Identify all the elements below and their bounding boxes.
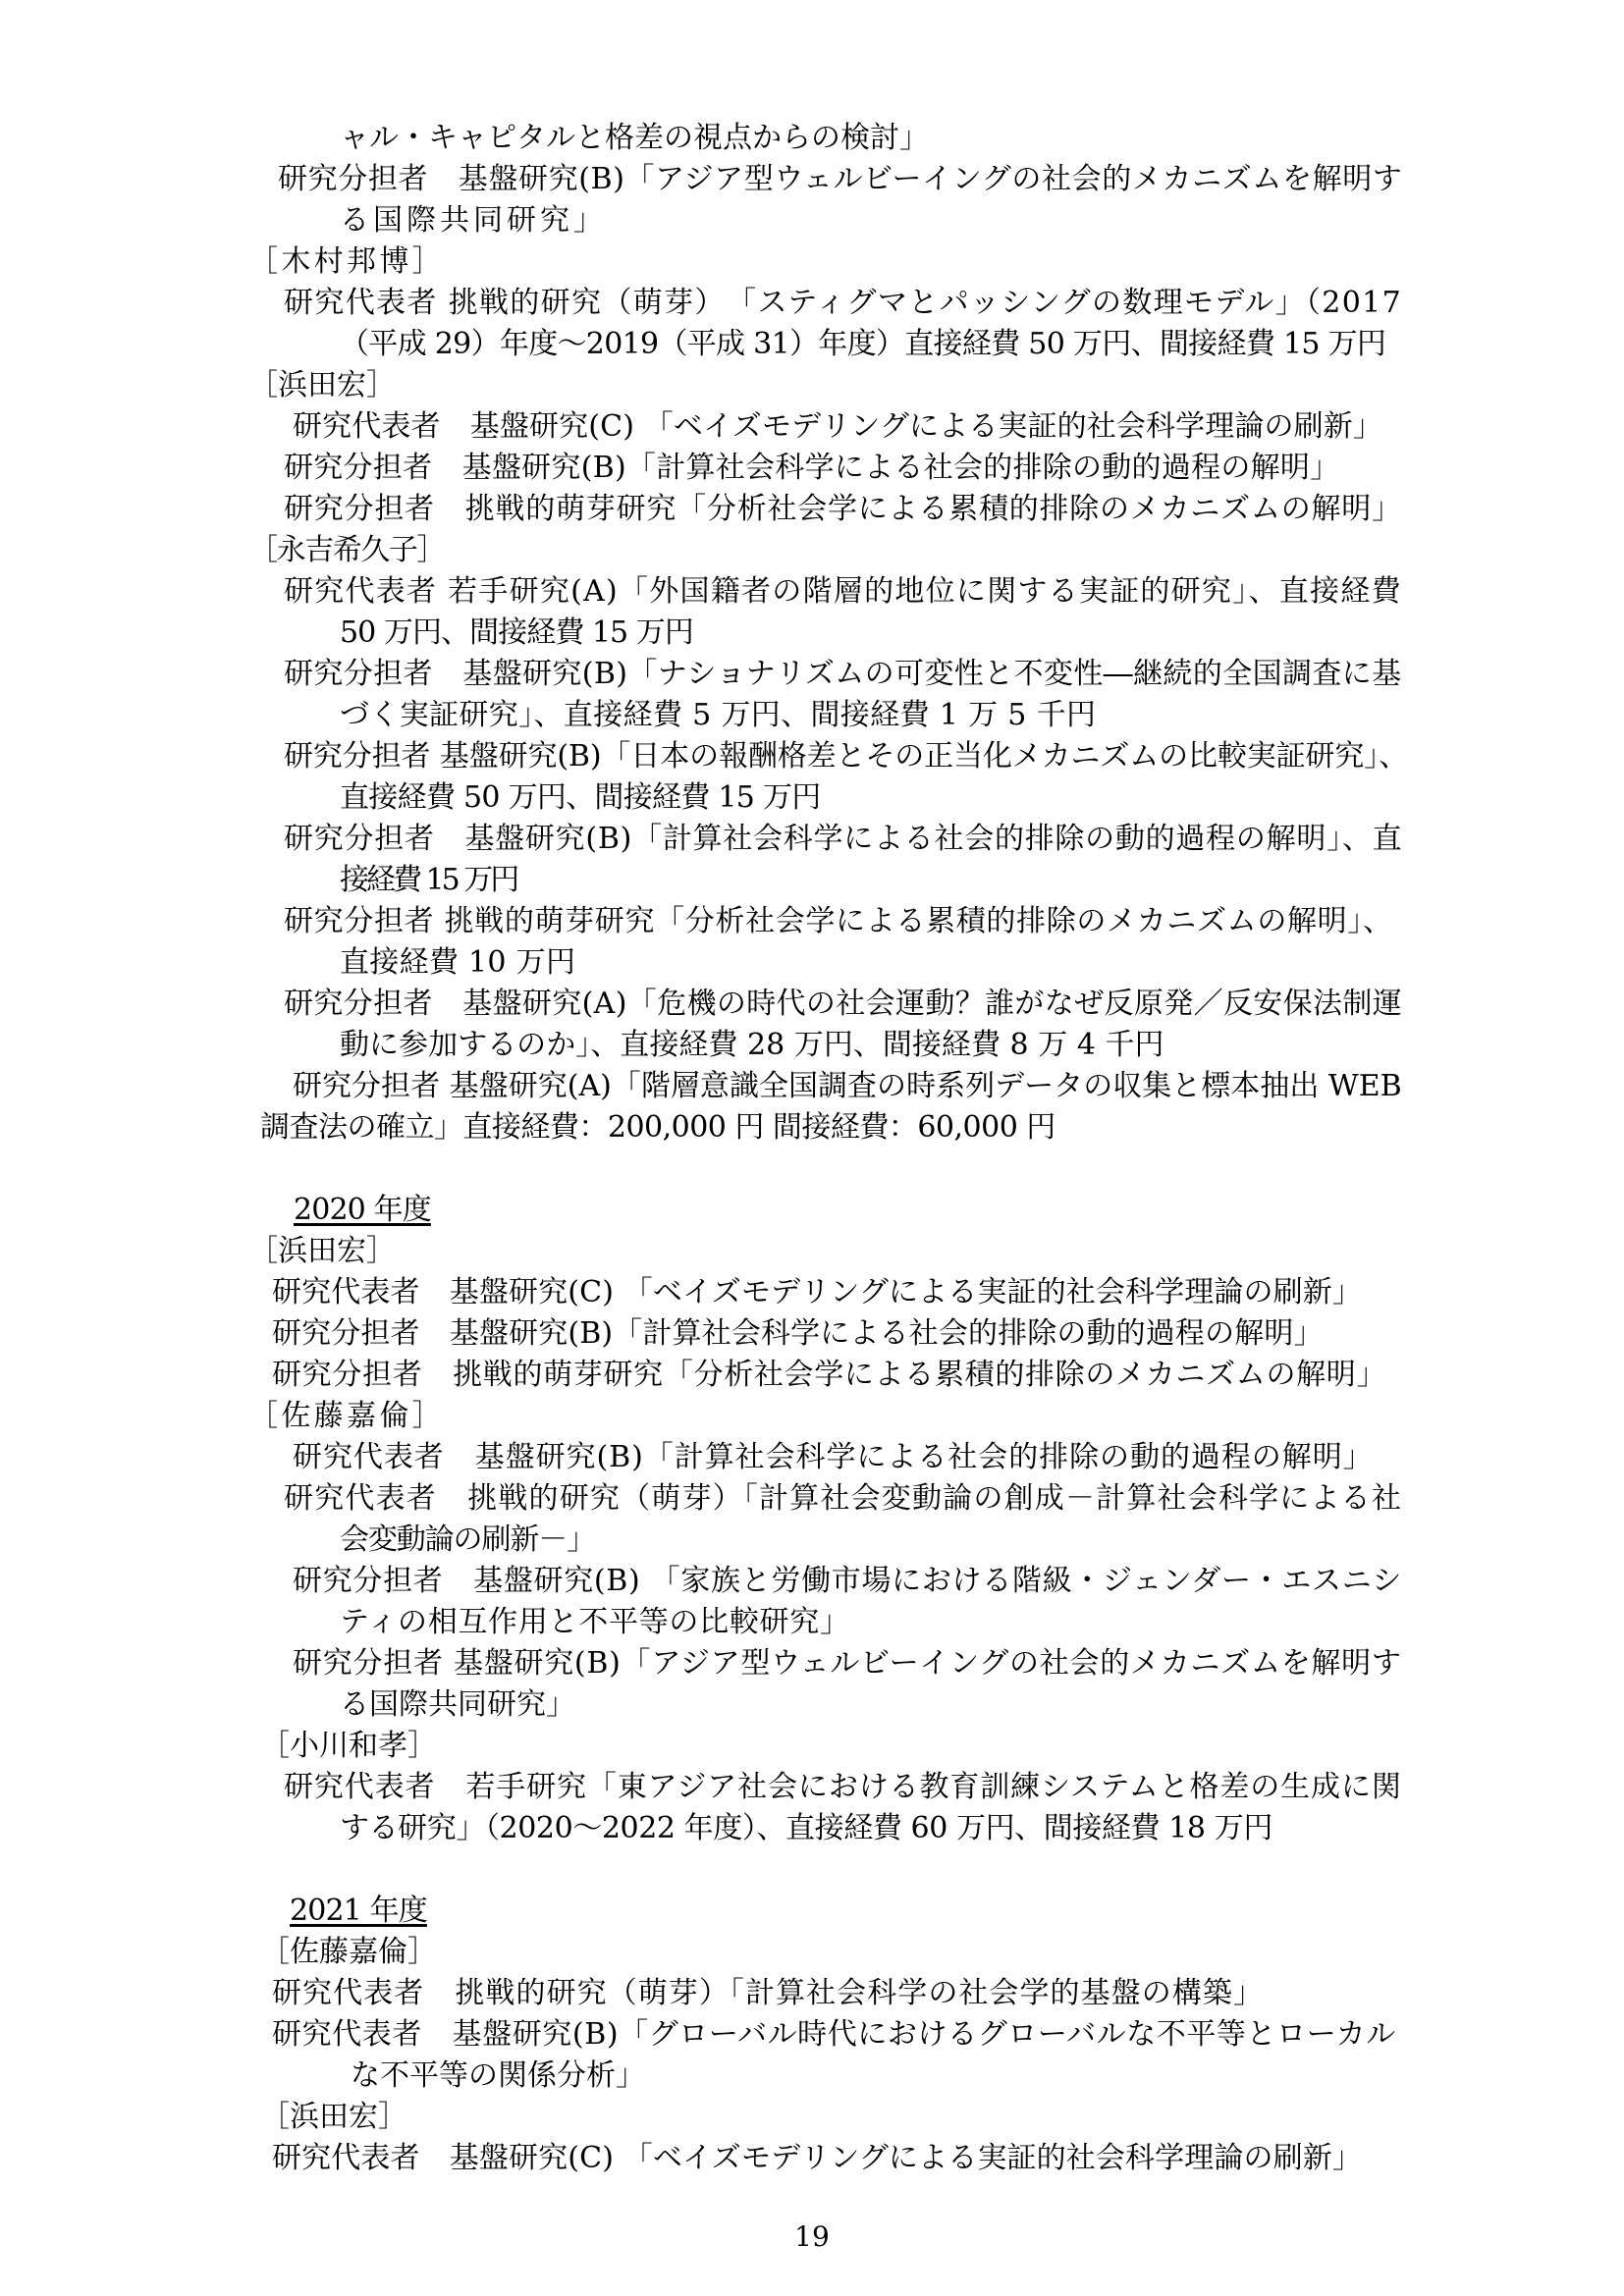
text-line: 動に参加するのか」、直接経費 28 万円、間接経費 8 万 4 千円 <box>340 1028 1164 1062</box>
text-line: な不平等の関係分析」 <box>351 2058 645 2093</box>
text-line: 研究代表者 挑戦的研究（萌芽） 「スティグマとパッシングの数理モデル」（2017 <box>284 286 1403 320</box>
text-line: 研究分担者 基盤研究(B)「アジア型ウェルビーイングの社会的メカニズムを解明す <box>278 162 1403 196</box>
text-line: 研究分担者 基盤研究(B)「アジア型ウェルビーイングの社会的メカニズムを解明す <box>293 1646 1402 1681</box>
text-line: 直接経費 50 万円、間接経費 15 万円 <box>340 780 821 815</box>
text-line: 50 万円、間接経費 15 万円 <box>340 615 693 650</box>
text-line: る国際共同研究」 <box>340 203 607 238</box>
text-line: 研究代表者 基盤研究(C) 「ベイズモデリングによる実証的社会科学理論の刷新」 <box>272 2141 1363 2175</box>
text-line: ［浜田宏］ <box>260 2100 407 2134</box>
text-line: ［浜田宏］ <box>248 368 396 402</box>
text-line: ［小川和孝］ <box>260 1729 437 1763</box>
text-line: 研究代表者 基盤研究(C) 「ベイズモデリングによる実証的社会科学理論の刷新」 <box>272 1275 1363 1309</box>
text-line: 研究分担者 基盤研究(B)「計算社会科学による社会的排除の動的過程の解明」、直 <box>284 822 1403 856</box>
text-line: る国際共同研究」 <box>340 1687 575 1722</box>
text-line: 研究分担者 挑戦的萌芽研究「分析社会学による累積的排除のメカニズムの解明」 <box>272 1358 1387 1392</box>
text-line: 研究分担者 基盤研究(B)「計算社会科学による社会的排除の動的過程の解明」 <box>272 1316 1324 1351</box>
page-number: 19 <box>794 2220 830 2253</box>
text-line: （平成 29）年度〜2019（平成 31）年度）直接経費 50 万円、間接経費 15 万円 <box>340 327 1386 361</box>
text-line: 研究分担者 基盤研究(B)「日本の報酬格差とその正当化メカニズムの比較実証研究」、 <box>284 739 1409 774</box>
text-line: 研究分担者 基盤研究(B) 「家族と労働市場における階級・ジェンダー・エスニシ <box>293 1564 1403 1598</box>
text-line: ［木村邦博］ <box>248 244 445 279</box>
text-line: 研究分担者 基盤研究(B)「計算社会科学による社会的排除の動的過程の解明」 <box>284 451 1340 485</box>
text-line: ［浜田宏］ <box>248 1234 396 1268</box>
text-line: 研究分担者 挑戦的萌芽研究「分析社会学による累積的排除のメカニズムの解明」 <box>284 492 1402 526</box>
text-line: 直接経費 10 万円 <box>340 945 576 980</box>
text-line: 研究分担者 基盤研究(B)「ナショナリズムの可変性と不変性―継続的全国調査に基 <box>284 657 1402 691</box>
text-line: ャル・キャピタルと格差の視点からの検討」 <box>340 121 929 155</box>
text-line: 調査法の確立」直接経費：200,000 円 間接経費：60,000 円 <box>260 1110 1056 1145</box>
text-line: 研究分担者 基盤研究(A)「危機の時代の社会運動？誰がなぜ反原発／反安保法制運 <box>284 987 1403 1021</box>
year-heading: 2020 年度 <box>294 1193 431 1227</box>
text-line: 研究代表者 基盤研究(B)「グローバル時代におけるグローバルな不平等とローカル <box>272 2017 1396 2052</box>
text-line: 研究代表者 基盤研究(C) 「ベイズモデリングによる実証的社会科学理論の刷新」 <box>293 409 1383 444</box>
text-line: 研究代表者 挑戦的研究（萌芽）「計算社会科学の社会学的基盤の構築」 <box>272 1976 1264 2010</box>
text-line: ［佐藤嘉倫］ <box>260 1935 437 1969</box>
text-line: 研究代表者 若手研究「東アジア社会における教育訓練システムと格差の生成に関 <box>284 1770 1402 1804</box>
text-line: ティの相互作用と不平等の比較研究」 <box>340 1605 850 1639</box>
text-line: 会変動論の刷新－」 <box>340 1522 596 1557</box>
text-line: 研究代表者 挑戦的研究（萌芽）「計算社会変動論の創成－計算社会科学による社 <box>284 1481 1403 1516</box>
year-heading: 2021 年度 <box>290 1894 427 1928</box>
text-line: する研究」（2020〜2022 年度）、直接経費 60 万円、間接経費 18 万円 <box>340 1811 1272 1845</box>
text-line: 研究分担者 基盤研究(A)「階層意識全国調査の時系列データの収集と標本抽出 WEB <box>293 1069 1402 1103</box>
text-line: ［佐藤嘉倫］ <box>248 1399 445 1433</box>
text-line: づく実証研究」、直接経費 5 万円、間接経費 1 万 5 千円 <box>340 698 1097 732</box>
text-line: 接経費 15 万円 <box>340 863 517 897</box>
text-line: 研究分担者 挑戦的萌芽研究「分析社会学による累積的排除のメカニズムの解明」、 <box>284 904 1393 938</box>
text-line: 研究代表者 若手研究(A)「外国籍者の階層的地位に関する実証的研究」、直接経費 <box>284 574 1402 609</box>
text-line: ［永吉希久子］ <box>248 533 445 567</box>
text-line: 研究代表者 基盤研究(B)「計算社会科学による社会的排除の動的過程の解明」 <box>293 1440 1374 1474</box>
